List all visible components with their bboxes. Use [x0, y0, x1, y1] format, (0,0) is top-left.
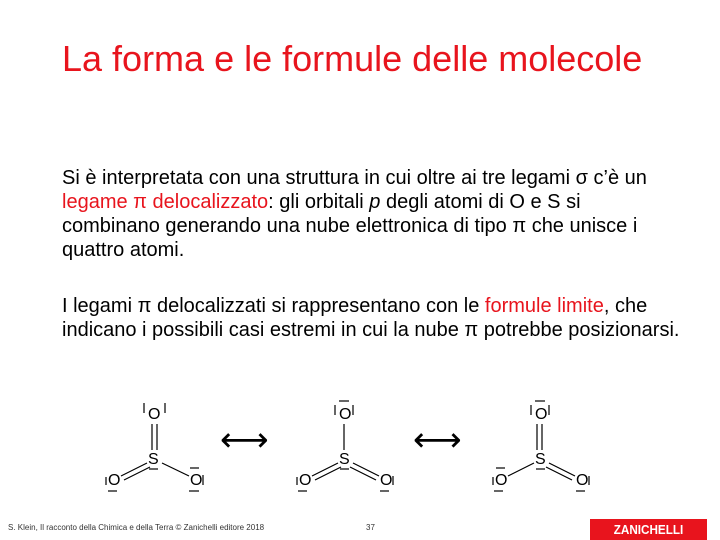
footer-credit: S. Klein, Il racconto della Chimica e della Terra © Zanichelli editore 2018 — [8, 523, 265, 532]
atom-o: O — [190, 472, 203, 489]
atom-o: O — [380, 472, 393, 489]
atom-o: O — [108, 472, 121, 489]
resonance-structure-1 — [108, 406, 202, 489]
publisher-logo: ZANICHELLI — [590, 519, 707, 540]
paragraph-text: , che indicano i possibili casi estremi in cui la nube π potrebbe posizionarsi. — [62, 295, 680, 341]
paragraph-delocalized-bond — [62, 166, 682, 262]
paragraph-text: : gli orbitali — [268, 191, 370, 213]
atom-o: O — [148, 406, 161, 423]
italic-p: p — [369, 191, 381, 213]
highlight-limit-formulas: formule limite — [484, 295, 604, 317]
paragraph-text: Si è interpretata con una struttura in cui oltre ai tre legami σ c’è un — [62, 167, 647, 189]
atom-o: O — [339, 406, 352, 423]
atom-o: O — [576, 472, 589, 489]
resonance-structures — [0, 395, 720, 505]
page-number: 37 — [366, 523, 375, 532]
atom-o: O — [495, 472, 508, 489]
paragraph-limit-formulas — [62, 294, 682, 342]
resonance-arrow-icon: ⟷ — [413, 420, 462, 460]
atom-s: S — [148, 451, 159, 468]
resonance-structure-2 — [299, 406, 392, 489]
highlight-delocalized-bond: legame π delocalizzato — [62, 191, 269, 213]
atom-o: O — [299, 472, 312, 489]
atom-o: O — [535, 406, 548, 423]
resonance-arrow-icon: ⟷ — [220, 420, 269, 460]
paragraph-text: degli atomi di O e S si combinano generando una nube elettronica di tipo π che unisce i quattro atomi. — [62, 191, 638, 261]
slide-title: La forma e le formule delle molecole — [62, 38, 643, 79]
atom-s: S — [535, 451, 546, 468]
atom-s: S — [339, 451, 350, 468]
paragraph-text: I legami π delocalizzati si rappresentano con le — [62, 295, 485, 317]
